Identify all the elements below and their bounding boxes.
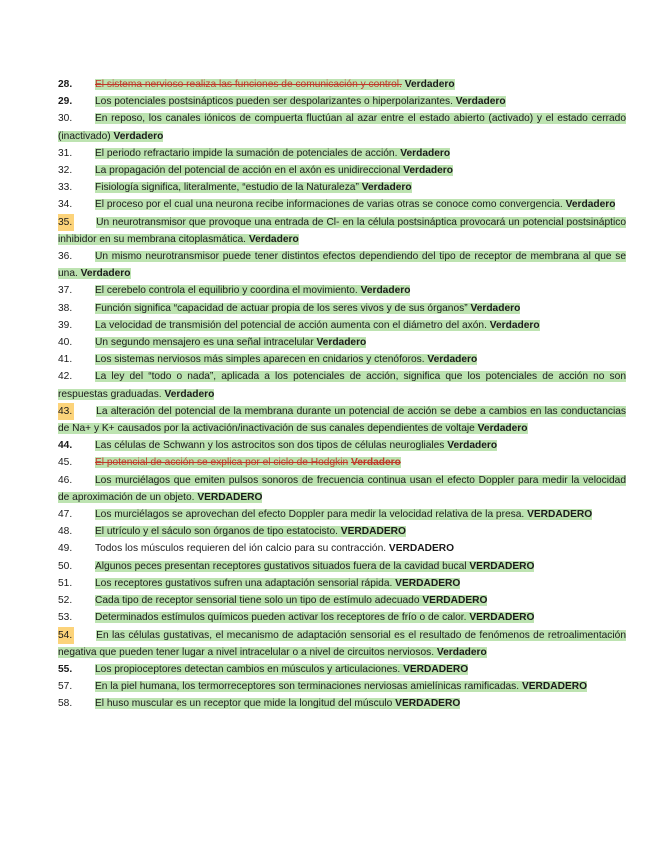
statement-text: Función significa “capacidad de actuar propia de los seres vivos y de sus órganos” xyxy=(95,302,468,314)
statement-text: Los murciélagos se aprovechan del efecto Doppler para medir la velocidad relativa de la presa. xyxy=(95,509,525,521)
statement-body xyxy=(95,79,455,90)
document-body xyxy=(58,76,626,713)
statement-number: 45. xyxy=(58,457,73,469)
verdict-label: VERDADERO xyxy=(527,509,593,521)
statement-number: 31. xyxy=(58,147,73,159)
verdict-label: Verdadero xyxy=(447,440,498,452)
statement-number: 39. xyxy=(58,319,73,331)
verdict-label: VERDADERO xyxy=(422,595,488,607)
statement-item xyxy=(58,368,626,402)
statement-number: 30. xyxy=(58,113,73,125)
statement-text: La velocidad de transmisión del potencial de acción aumenta con el diámetro del axón. xyxy=(95,319,487,331)
statement-text: El sistema nervioso realiza las funciones de comunicación y control. xyxy=(95,79,402,90)
statement-text: El potencial de acción se explica por el ciclo de Hodgkin xyxy=(95,457,349,469)
statement-text: Los receptores gustativos sufren una adaptación sensorial rápida. xyxy=(95,577,393,589)
statement-body xyxy=(95,509,592,520)
statement-item xyxy=(58,282,626,299)
verdict-label: Verdadero xyxy=(404,79,455,90)
statement-number: 28. xyxy=(58,79,73,90)
statement-number: 54. xyxy=(58,627,74,644)
statement-item xyxy=(58,317,626,334)
statement-item xyxy=(58,162,626,179)
statement-item xyxy=(58,472,626,506)
statement-number: 53. xyxy=(58,612,73,624)
statement-number: 37. xyxy=(58,285,73,297)
statement-number: 38. xyxy=(58,302,73,314)
statement-body xyxy=(95,285,410,296)
statement-item xyxy=(58,196,626,213)
statement-number: 41. xyxy=(58,354,73,366)
verdict-label: VERDADERO xyxy=(388,543,455,555)
statement-number: 32. xyxy=(58,165,73,177)
statement-number: 48. xyxy=(58,526,73,538)
statement-body xyxy=(95,199,615,210)
statement-body xyxy=(58,217,626,245)
statement-body xyxy=(95,354,477,365)
statement-body xyxy=(95,337,366,348)
verdict-label: Verdadero xyxy=(400,147,451,159)
statement-text: Los potenciales postsinápticos pueden ser despolarizantes o hiperpolarizantes. xyxy=(95,96,453,108)
statement-item xyxy=(58,540,626,557)
verdict-label: Verdadero xyxy=(477,423,528,435)
statement-number: 35. xyxy=(58,214,74,231)
statement-text: Un mismo neurotransmisor puede tener distintos efectos dependiendo del tipo de receptor de membrana al que se una. xyxy=(58,251,626,280)
statement-body xyxy=(95,303,520,314)
statement-item xyxy=(58,403,626,437)
statement-number: 34. xyxy=(58,199,73,211)
verdict-label: Verdadero xyxy=(436,646,487,658)
statement-text: Todos los músculos requieren del ión calcio para su contracción. xyxy=(95,543,387,555)
statement-text: En reposo, los canales iónicos de compuerta fluctúan al azar entre el estado abierto (activado) y el estado cerrado (inactivado) xyxy=(58,113,626,142)
statement-item xyxy=(58,661,626,678)
verdict-label: VERDADERO xyxy=(197,491,263,503)
verdict-label: Verdadero xyxy=(455,96,506,108)
statement-number: 33. xyxy=(58,182,73,194)
statement-text: Un neurotransmisor que provoque una entrada de Cl- en la célula postsináptica provocará un potencial postsináptico inhibidor en su membrana citoplasmática. xyxy=(58,216,626,245)
verdict-label: Verdadero xyxy=(164,388,215,400)
statement-number: 49. xyxy=(58,543,73,555)
statement-body xyxy=(95,561,534,572)
statement-item xyxy=(58,76,626,93)
statement-item xyxy=(58,454,626,471)
statement-item xyxy=(58,179,626,196)
statement-text: El periodo refractario impide la sumación de potenciales de acción. xyxy=(95,147,398,159)
statement-body xyxy=(95,165,453,176)
statement-item xyxy=(58,110,626,144)
statement-text: Los murciélagos que emiten pulsos sonoros de frecuencia continua usan el efecto Doppler para medir la velocidad de aproximación de un objeto. xyxy=(58,474,626,503)
statement-item xyxy=(58,575,626,592)
verdict-label: VERDADERO xyxy=(340,526,406,538)
statement-number: 52. xyxy=(58,595,73,607)
statement-number: 57. xyxy=(58,681,73,693)
statement-text: El proceso por el cual una neurona recibe informaciones de varias otras se conoce como convergencia. xyxy=(95,199,563,211)
statement-number: 55. xyxy=(58,663,73,675)
statement-item xyxy=(58,609,626,626)
statement-body xyxy=(58,406,626,434)
statement-text: En las células gustativas, el mecanismo de adaptación sensorial es el resultado de fenómenos de retroalimentación negativa que pueden tener lugar a nivel intracelular o a nivel de circuitos nerviosos. xyxy=(58,629,626,658)
verdict-label: Verdadero xyxy=(248,233,299,245)
statement-text: La ley del “todo o nada”, aplicada a los potenciales de acción, significa que los potenciales de acción no son respuestas graduadas. xyxy=(58,371,626,400)
statement-body xyxy=(95,320,540,331)
statement-text: Fisiología significa, literalmente, “estudio de la Naturaleza” xyxy=(95,182,359,194)
statement-body xyxy=(58,113,626,141)
verdict-label: Verdadero xyxy=(316,337,367,349)
statement-body xyxy=(95,698,460,709)
statement-item xyxy=(58,300,626,317)
statement-text: Cada tipo de receptor sensorial tiene solo un tipo de estímulo adecuado xyxy=(95,595,420,607)
statement-text: Un segundo mensajero es una señal intracelular xyxy=(95,337,314,349)
verdict-label: VERDADERO xyxy=(469,560,535,572)
statement-text: El huso muscular es un receptor que mide la longitud del músculo xyxy=(95,698,393,710)
statement-body xyxy=(95,664,468,675)
statement-number: 44. xyxy=(58,440,73,452)
verdict-label: Verdadero xyxy=(360,285,411,297)
statement-item xyxy=(58,506,626,523)
statement-body xyxy=(95,457,401,468)
statement-number: 43. xyxy=(58,403,74,420)
statement-number: 51. xyxy=(58,577,73,589)
verdict-label: Verdadero xyxy=(403,165,453,177)
verdict-label: Verdadero xyxy=(565,199,616,211)
statement-item xyxy=(58,678,626,695)
statement-text: La propagación del potencial de acción en el axón es unidireccional xyxy=(95,165,401,177)
statement-number: 58. xyxy=(58,698,73,710)
statement-number: 47. xyxy=(58,509,73,521)
verdict-label: VERDADERO xyxy=(395,577,461,589)
statement-body xyxy=(95,148,450,159)
statement-item xyxy=(58,558,626,575)
statement-number: 40. xyxy=(58,337,73,349)
statement-text: En la piel humana, los termorreceptores son terminaciones nerviosas amielínicas ramificadas. xyxy=(95,681,520,693)
verdict-label: Verdadero xyxy=(350,457,401,469)
statement-body xyxy=(95,440,497,451)
verdict-label: VERDADERO xyxy=(403,663,469,675)
statement-number: 29. xyxy=(58,96,73,108)
statement-item xyxy=(58,627,626,661)
statement-body xyxy=(95,543,454,554)
statement-number: 50. xyxy=(58,560,73,572)
statement-body xyxy=(95,595,487,606)
verdict-label: Verdadero xyxy=(427,354,478,366)
statement-body xyxy=(95,526,406,537)
statement-text: La alteración del potencial de la membrana durante un potencial de acción se debe a cambios en las conductancias de Na+ y K+ causados por la activación/inactivación de sus canales dependientes de voltaje xyxy=(58,405,626,435)
statement-body xyxy=(95,578,460,589)
statement-item xyxy=(58,437,626,454)
statement-text: Las células de Schwann y los astrocitos son dos tipos de células neurogliales xyxy=(95,440,445,452)
verdict-label: Verdadero xyxy=(470,302,521,314)
statement-body xyxy=(95,182,412,193)
statement-number: 46. xyxy=(58,474,73,486)
verdict-label: VERDADERO xyxy=(521,681,588,693)
statement-body xyxy=(95,96,506,107)
statement-item xyxy=(58,93,626,110)
verdict-label: VERDADERO xyxy=(395,698,461,710)
statement-item xyxy=(58,214,626,248)
statement-text: Los sistemas nerviosos más simples aparecen en cnidarios y ctenóforos. xyxy=(95,354,425,366)
verdict-label: VERDADERO xyxy=(469,612,535,624)
statement-item xyxy=(58,523,626,540)
statement-body xyxy=(58,251,626,279)
statement-number: 42. xyxy=(58,371,73,383)
statement-body xyxy=(58,371,626,399)
statement-item xyxy=(58,248,626,282)
statement-body xyxy=(95,681,587,692)
statement-item xyxy=(58,145,626,162)
verdict-label: Verdadero xyxy=(80,268,131,280)
statement-item xyxy=(58,334,626,351)
verdict-label: Verdadero xyxy=(489,319,540,331)
statement-item xyxy=(58,592,626,609)
statement-number: 36. xyxy=(58,251,73,263)
statement-text: Determinados estímulos químicos pueden activar los receptores de frío o de calor. xyxy=(95,612,467,624)
statement-text: Algunos peces presentan receptores gustativos situados fuera de la cavidad bucal xyxy=(95,560,467,572)
verdict-label: Verdadero xyxy=(113,130,164,142)
statement-item xyxy=(58,351,626,368)
statement-item xyxy=(58,695,626,712)
verdict-label: Verdadero xyxy=(361,182,412,194)
statement-body xyxy=(95,612,534,623)
statement-body xyxy=(58,630,626,658)
statement-text: El cerebelo controla el equilibrio y coordina el movimiento. xyxy=(95,285,358,297)
statement-body xyxy=(58,475,626,503)
statement-text: Los propioceptores detectan cambios en músculos y articulaciones. xyxy=(95,663,401,675)
statement-text: El utrículo y el sáculo son órganos de tipo estatocisto. xyxy=(95,526,338,538)
